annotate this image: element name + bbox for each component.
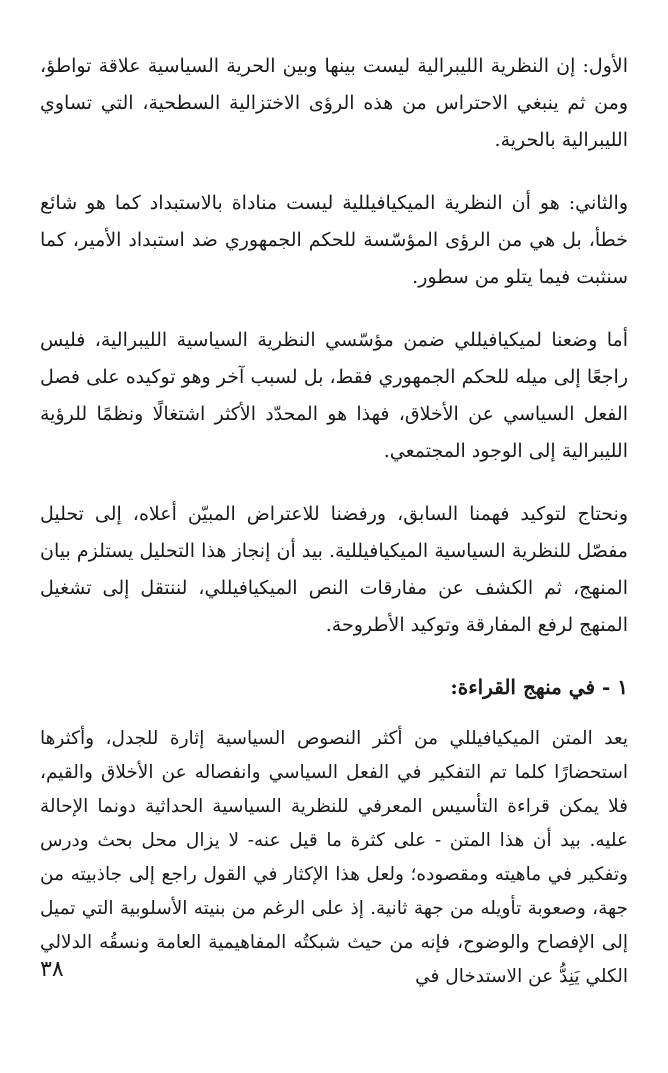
paragraph-analysis-need: ونحتاج لتوكيد فهمنا السابق، ورفضنا للاعتراض المبيّن أعلاه، إلى تحليل مفصّل للنظرية السياسية الميكيافيللية. بيد أن إنجاز هذا التحليل يستلزم بيان المنهج، ثم الكشف عن مفارقات النص الميكيافيللي، لننتقل إلى تشغيل المنهج لرفع المفارقة وتوكيد الأطروحة. (40, 503, 628, 636)
paragraph-machiavelli-liberal: أما وضعنا لميكيافيللي ضمن مؤسّسي النظرية السياسية الليبرالية، فليس راجعًا إلى ميله للحكم الجمهوري فقط، بل لسبب آخر وهو توكيده على فصل الفعل السياسي عن الأخلاق، فهذا هو المحدّد الأكثر اشتغالًا ونظمًا للرؤية الليبرالية إلى الوجود المجتمعي. (40, 329, 628, 462)
paragraph-method: يعد المتن الميكيافيللي من أكثر النصوص السياسية إثارة للجدل، وأكثرها استحضارًا كلما تم التفكير في الفعل السياسي وانفصاله عن الأخلاق والقيم، فلا يمكن قراءة التأسيس المعرفي للنظرية السياسية الحداثية دونما الإحالة عليه. بيد أن هذا المتن - على كثرة ما قيل عنه- لا يزال محل بحث ودرس وتفكير في ماهيته ومقصوده؛ ولعل هذا الإكثار في القول راجع إلى جاذبيته من جهة، وصعوبة تأويله من جهة ثانية. إذ على الرغم من بنيته الأسلوبية التي تميل إلى الإفصاح والوضوح، فإنه من حيث شبكتُه المفاهيمية العامة ونسقُه الدلالي الكلي يَنِدُّ عن الاستدخال في (40, 728, 628, 987)
paragraph-first-point: الأول: إن النظرية الليبرالية ليست بينها وبين الحرية السياسية علاقة تواطؤ، ومن ثم ينبغي الاحتراس من هذه الرؤى الاختزالية السطحية، التي تساوي الليبرالية بالحرية. (40, 55, 628, 151)
section-heading: ١ - في منهج القراءة: (450, 675, 628, 699)
paragraph-second-point: والثاني: هو أن النظرية الميكيافيللية ليست مناداة بالاستبداد كما هو شائع خطأ، بل هي من الرؤى المؤسّسة للحكم الجمهوري ضد استبداد الأمير، كما سنثبت فيما يتلو من سطور. (40, 192, 628, 288)
page-body (40, 48, 628, 1013)
page-number: ٣٨ (40, 957, 64, 982)
